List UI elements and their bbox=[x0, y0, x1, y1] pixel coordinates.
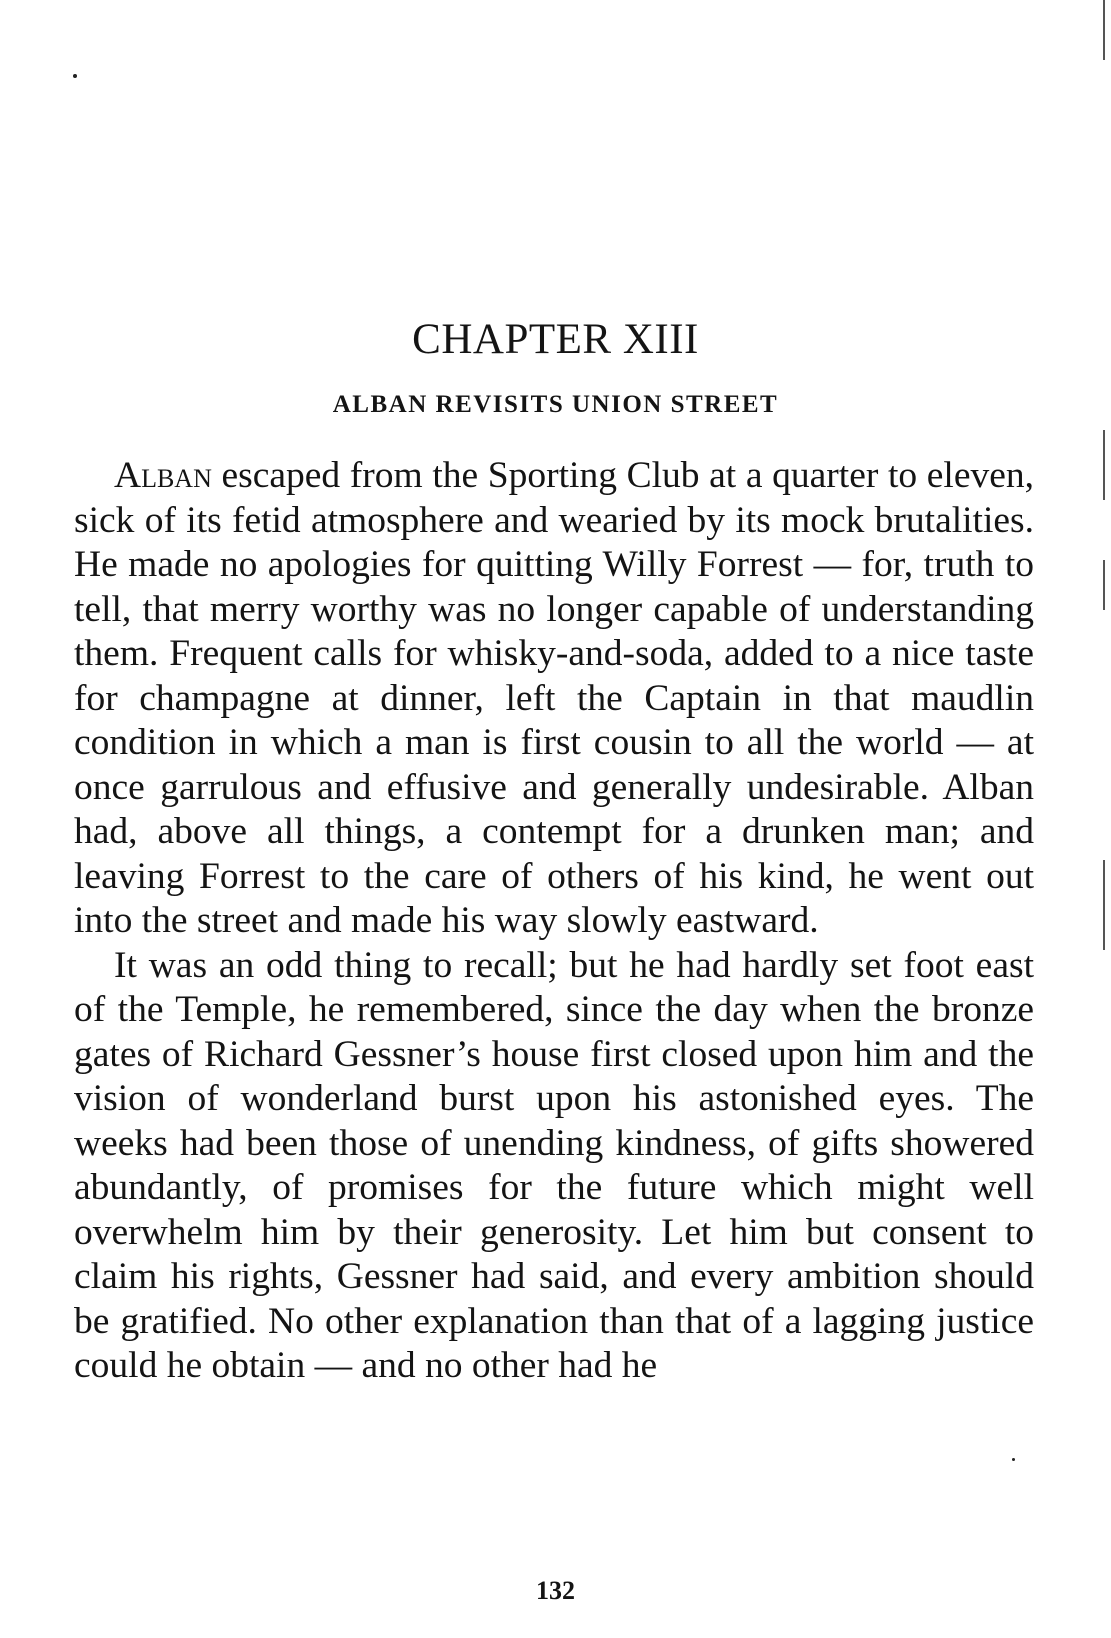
page-number: 132 bbox=[536, 1576, 575, 1605]
scan-speck bbox=[73, 74, 77, 78]
scan-edge-mark bbox=[1103, 860, 1105, 950]
chapter-title: CHAPTER XIII bbox=[412, 316, 699, 363]
scan-edge-mark bbox=[1103, 0, 1105, 60]
scan-speck bbox=[1012, 1458, 1015, 1461]
chapter-subtitle: ALBAN REVISITS UNION STREET bbox=[332, 391, 779, 418]
chapter-body bbox=[74, 454, 1034, 1389]
paragraph-1-text: escaped from the Sporting Club at a quarter to eleven, sick of its fetid atmosphere and wearied by its mock brutalities. He made no apologies for quitting Willy Forrest — for, truth to tell, that merry worthy was no longer capable of understanding them. Frequent calls for whisky-and-soda, added to a nice taste for champagne at dinner, left the Captain in that maudlin condition in which a man is first cousin to all the world — at once garrulous and effusive and generally undesirable. Alban had, above all things, a contempt for a drunken man; and leaving Forrest to the care of others of his kind, he went out into the street and made his way slowly eastward. bbox=[74, 455, 1034, 941]
scan-edge-mark bbox=[1103, 430, 1105, 500]
scan-edge-mark bbox=[1103, 560, 1105, 610]
paragraph-1 bbox=[74, 454, 1034, 944]
paragraph-2: It was an odd thing to recall; but he had hardly set foot east of the Temple, he remembered, since the day when the bronze gates of Richard Gessner’s house first closed upon him and the vision of wonderland burst upon his astonished eyes. The weeks had been those of unending kindness, of gifts showered abundantly, of promises for the future which might well overwhelm him by their generosity. Let him but consent to claim his rights, Gessner had said, and every ambition should be gratified. No other explanation than that of a lagging justice could he obtain — and no other had he bbox=[74, 944, 1034, 1386]
paragraph-lead-word: Alban bbox=[114, 455, 212, 496]
